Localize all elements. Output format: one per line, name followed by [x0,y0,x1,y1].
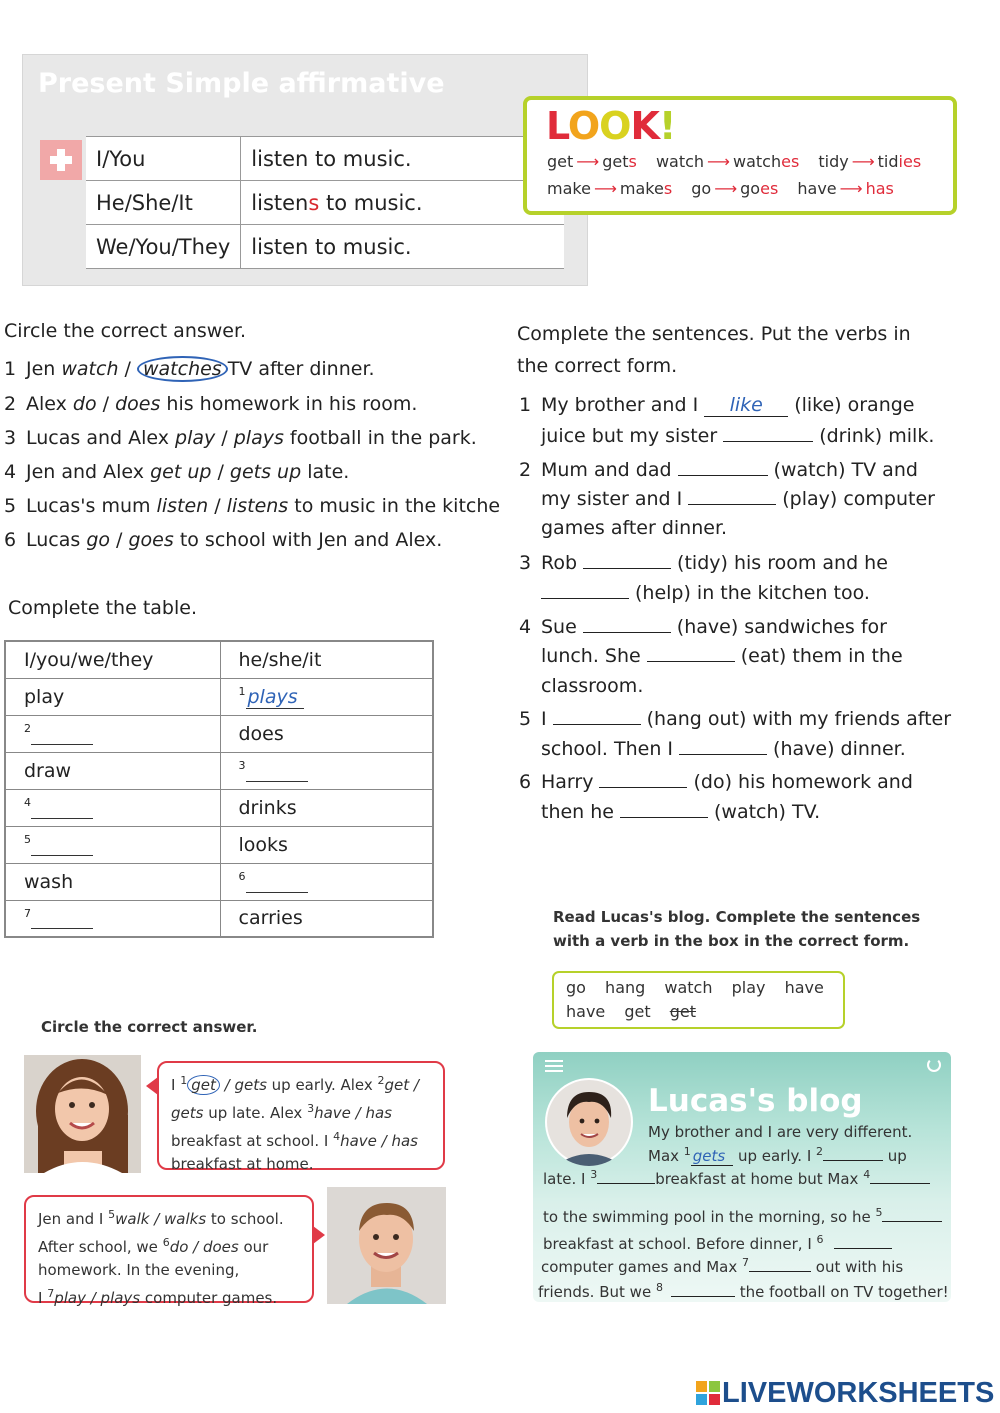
blog-line: breakfast at school. Before dinner, I $^6$ [543,1233,892,1253]
liveworksheets-logo: LIVEWORKSHEETS [696,1377,994,1410]
column-header: he/she/it [220,641,433,678]
answer-field[interactable]: plays [246,686,304,709]
ex3-sentence: 2 Mum and dad (watch) TV and [519,459,918,481]
spelling-pair: go ⟶ goes [691,179,779,198]
option-a[interactable]: get / [384,1076,419,1094]
ex3-sentence: then he (watch) TV. [541,801,821,823]
look-row-2 [547,179,908,198]
table-cell: 7 [5,900,220,937]
table-header-row [5,641,433,678]
answer-field[interactable] [583,615,671,633]
table-cell: 4 [5,789,220,826]
bubble-line: Jen and I $^5$walk / walks to school. [38,1208,284,1228]
arrow-right-icon: ⟶ [714,179,738,198]
word-option: hang [605,978,646,997]
option-a[interactable]: watch [61,358,119,380]
option-b[interactable]: gets up [229,461,302,483]
spelling-pair: have ⟶ has [797,179,894,198]
ex5-heading-line2: with a verb in the box in the correct form. [553,932,910,950]
word-box-row-1 [566,978,838,997]
ex3-sentence: classroom. [541,675,644,697]
answer-field[interactable] [882,1208,942,1222]
answer-field[interactable] [31,729,93,745]
word-option: have [784,978,824,997]
answer-field[interactable] [834,1235,892,1249]
ex1-heading: Circle the correct answer. [4,320,247,342]
answer-field[interactable] [678,458,768,476]
look-title: LOOK! [546,104,676,148]
table-row [5,826,433,863]
word-option: have [566,1002,606,1021]
answer-field[interactable] [870,1170,930,1184]
bubble-line: gets up late. Alex $^3$have / has [171,1102,392,1122]
answer-field[interactable] [246,877,308,893]
option-pair[interactable]: walk / walks [115,1210,207,1228]
table-cell: drinks [220,789,433,826]
present-simple-table [86,136,564,269]
boy-photo [327,1187,446,1304]
verb-cell: listen to music. [241,225,564,269]
bubble-line: After school, we $^6$do / does our [38,1236,269,1256]
bubble-line: I $^7$play / plays computer games. [38,1287,278,1307]
blog-line: computer games and Max $^7$ out with his [541,1256,904,1276]
table-cell: 2 [5,715,220,752]
option-b[interactable]: plays [233,427,284,449]
grammar-title: Present Simple affirmative [38,68,445,99]
ex3-sentence: 1 My brother and I like (like) orange [519,394,915,416]
bubble-line: I $^1$ get / gets up early. Alex $^2$get / [171,1074,419,1094]
refresh-icon [927,1058,941,1072]
ex3-sentence: (help) in the kitchen too. [541,581,870,604]
table-row [5,678,433,715]
answer-field[interactable] [620,800,708,818]
option-pair[interactable]: do / does [169,1238,239,1256]
answer-field[interactable] [723,424,813,442]
option-b[interactable]: gets [171,1104,204,1122]
table-cell: 6 [220,863,433,900]
ex5-heading-line1: Read Lucas's blog. Complete the sentences [553,908,921,926]
verb-forms-table [4,640,434,938]
bubble-line: breakfast at home. [171,1155,314,1173]
logo-icon [696,1381,720,1405]
spelling-pair: make ⟶ makes [547,179,673,198]
option-pair[interactable]: have / has [314,1104,392,1122]
ex3-sentence: school. Then I (have) dinner. [541,738,906,760]
ex3-sentence: juice but my sister (drink) milk. [541,425,935,447]
option-a[interactable]: listen [156,495,209,517]
table-cell: carries [238,907,303,930]
blog-line: friends. But we $^8$ the football on TV together! [538,1281,949,1301]
bubble-line: homework. In the evening, [38,1261,240,1279]
answer-field[interactable] [679,737,767,755]
answer-field[interactable] [541,581,629,599]
table-row [5,789,433,826]
option-b[interactable]: goes [128,529,174,551]
ex3-sentence: 6 Harry (do) his homework and [519,771,913,793]
ex3-sentence: 4 Sue (have) sandwiches for [519,616,887,638]
table-cell: draw [5,752,220,789]
table-row [5,715,433,752]
spelling-pair: watch ⟶ watches [655,152,800,171]
table-row [86,137,564,181]
ex3-sentence: 5 I (hang out) with my friends after [519,708,952,730]
answer-field[interactable] [31,840,93,856]
table-row [86,181,564,225]
ex1-item: 2 Alex do / does his homework in his room. [4,393,418,415]
blog-title: Lucas's blog [648,1083,863,1119]
answer-field[interactable] [31,803,93,819]
table-cell: does [220,715,433,752]
verb-ending: s [308,190,320,215]
table-row [5,900,433,937]
ex3-sentence: lunch. She (eat) them in the [541,645,903,667]
answer-field[interactable]: like [704,394,788,417]
option-pair[interactable]: have / has [340,1132,418,1150]
ex3-sentence: my sister and I (play) computer [541,488,935,510]
option-pair[interactable]: play / plays [54,1289,141,1307]
answer-field[interactable] [31,913,93,929]
ex1-item: 6 Lucas go / goes to school with Jen and Alex. [4,529,443,551]
table-cell: play [5,678,220,715]
speech-bubble-boy [24,1195,314,1307]
ex1-item: 4 Jen and Alex get up / gets up late. [4,461,350,483]
table-row [5,863,433,900]
column-header: I/you/we/they [5,641,220,678]
table-cell: 3 [220,752,433,789]
subject-cell: He/She/It [86,181,241,225]
bubble-tail [146,1077,158,1095]
ex3-sentence: 3 Rob (tidy) his room and he [519,552,888,574]
answer-field[interactable] [823,1147,883,1161]
option-a[interactable]: go [86,529,111,551]
answer-field[interactable]: gets [691,1147,733,1166]
option-a[interactable]: play [175,427,216,449]
ex1-item: 5 Lucas's mum listen / listens to music in the kitche [4,495,501,517]
answer-field[interactable] [647,644,735,662]
answer-field[interactable] [749,1258,811,1272]
word-option: watch [664,978,713,997]
subject-cell: We/You/They [86,225,241,269]
lucas-avatar [545,1078,633,1166]
girl-photo [24,1055,141,1173]
answer-field[interactable] [597,1170,655,1184]
word-option-used: get [669,1002,697,1021]
arrow-right-icon: ⟶ [576,152,600,171]
answer-field[interactable] [688,487,776,505]
ex3-heading-line1: Complete the sentences. Put the verbs in [517,323,911,345]
table-cell: $^1$ plays [220,678,433,715]
option-a[interactable]: get up [150,461,212,483]
ex4-heading: Circle the correct answer. [41,1018,258,1036]
arrow-right-icon: ⟶ [707,152,730,171]
answer-field[interactable] [246,766,308,782]
word-option: go [566,978,586,997]
option-b[interactable]: listens [226,495,289,517]
blog-line: to the swimming pool in the morning, so he $^5$ [543,1206,942,1226]
ex1-item: 3 Lucas and Alex play / plays football in the park. [4,427,477,449]
answer-field[interactable] [583,551,671,569]
table-cell: 5 [5,826,220,863]
word-option: get [624,1002,651,1021]
option-a-circled[interactable]: get [187,1075,220,1095]
blog-line: My brother and I are very different. [648,1123,913,1141]
table-row [5,752,433,789]
bubble-line: breakfast at school. I $^4$have / has [171,1130,418,1150]
table-cell: looks [220,826,433,863]
bubble-tail [313,1226,325,1244]
option-b-circled[interactable]: watches [137,356,228,382]
word-box-row-2 [566,1002,710,1021]
blog-line: Max $^1$ gets up early. I $^2$ up [648,1145,907,1165]
speech-bubble-girl [157,1061,445,1173]
spelling-pair: tidy ⟶ tidies [818,152,922,171]
arrow-right-icon: ⟶ [839,179,863,198]
option-b[interactable]: does [115,393,161,415]
arrow-right-icon: ⟶ [851,152,875,171]
verb-cell: listen to music. [241,137,564,181]
subject-cell: I/You [86,137,241,181]
option-b[interactable]: gets [234,1076,267,1094]
look-row-1 [547,152,935,171]
ex3-sentence: games after dinner. [541,517,728,539]
arrow-right-icon: ⟶ [593,179,617,198]
blog-line: late. I $^3$ breakfast at home but Max $^4$ [543,1168,930,1188]
ex2-heading: Complete the table. [8,597,197,619]
answer-field[interactable] [553,707,641,725]
answer-field[interactable] [599,770,687,788]
table-cell: wash [5,863,220,900]
verb-cell: listens to music. [241,181,564,225]
spelling-pair: get ⟶ gets [547,152,637,171]
ex1-item: 1 Jen watch / watches TV after dinner. [4,358,375,380]
ex3-heading-line2: the correct form. [517,355,678,377]
option-a[interactable]: do [72,393,97,415]
plus-icon [40,140,82,180]
answer-field[interactable] [671,1283,735,1297]
menu-icon [545,1060,563,1062]
table-row [86,225,564,269]
word-option: play [731,978,766,997]
